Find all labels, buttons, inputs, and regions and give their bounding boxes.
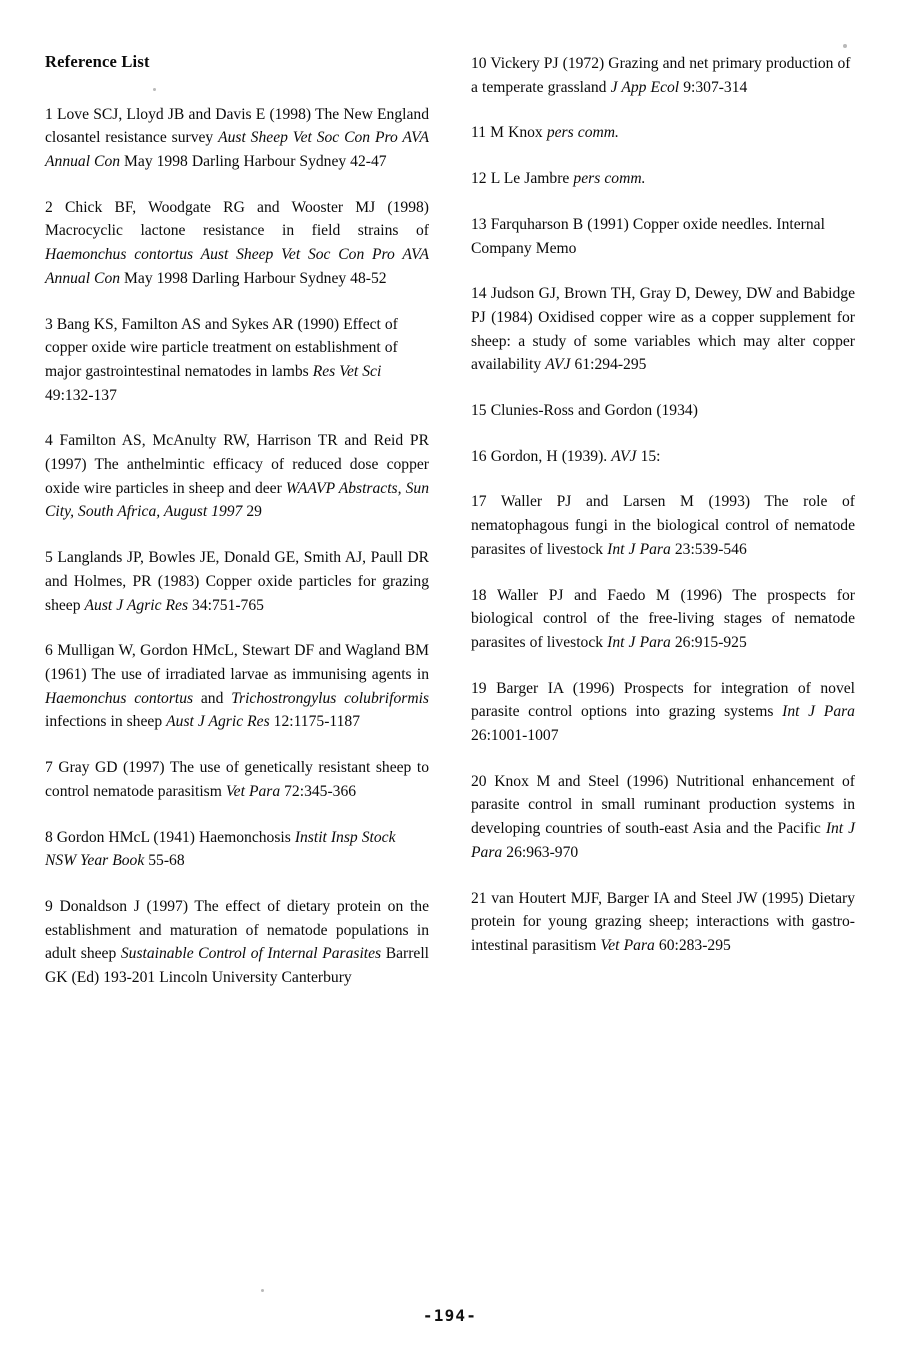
- reference-italic-text: Haemonchus contortus: [45, 689, 194, 707]
- reference-text: 13 Farquharson B (1991) Copper oxide needles. Internal Company Memo: [471, 215, 825, 257]
- reference-text: 8 Gordon HMcL (1941) Haemonchosis: [45, 828, 295, 846]
- reference-entry: [471, 584, 855, 655]
- reference-text: Barrell GK (Ed) 193-201 Lincoln University Canterbury: [45, 945, 429, 987]
- reference-italic-text: Instit Insp Stock NSW Year Book: [45, 828, 396, 870]
- reference-text: 26:963-970: [502, 843, 579, 861]
- reference-entry: [471, 677, 855, 748]
- reference-italic-text: Int J Para: [607, 540, 671, 558]
- reference-text: 18 Waller PJ and Faedo M (1996) The prospects for biological control of the free-living stages of nematode parasites of livestock: [471, 586, 855, 651]
- reference-text: 14 Judson GJ, Brown TH, Gray D, Dewey, DW and Babidge PJ (1984) Oxidised copper wire as a copper supplement for sheep: a study of some variables which may alter copper availability: [471, 285, 855, 374]
- reference-text: 29: [242, 503, 262, 521]
- reference-italic-text: Aust Sheep Vet Soc Con Pro AVA Annual Con: [45, 129, 430, 171]
- reference-italic-text: pers comm.: [546, 124, 619, 142]
- reference-entry: [45, 639, 429, 734]
- reference-italic-text: J App Ecol: [610, 78, 680, 96]
- reference-text: infections in sheep: [45, 713, 167, 731]
- reference-text: 12 L Le Jambre: [471, 170, 574, 188]
- reference-entry: [471, 399, 855, 423]
- reference-text: 61:294-295: [570, 356, 647, 374]
- reference-text: 19 Barger IA (1996) Prospects for integration of novel parasite control options into grazing systems: [471, 679, 855, 721]
- reference-italic-text: AVJ: [611, 447, 637, 465]
- reference-text: 9 Donaldson J (1997) The effect of dietary protein on the establishment and maturation of nematode populations in adult sheep: [45, 897, 429, 963]
- reference-entry: [471, 52, 855, 99]
- reference-italic-text: AVJ: [545, 356, 571, 374]
- reference-text: 15 Clunies-Ross and Gordon (1934): [471, 402, 698, 420]
- reference-entry: [45, 196, 429, 291]
- reference-text: May 1998 Darling Harbour Sydney 48-52: [120, 269, 387, 287]
- reference-italic-text: Res Vet Sci: [312, 362, 382, 380]
- reference-entry: [45, 826, 429, 873]
- reference-text: 2 Chick BF, Woodgate RG and Wooster MJ (1998) Macrocyclic lactone resistance in field strains of: [45, 198, 429, 240]
- reference-text: 10 Vickery PJ (1972) Grazing and net primary production of a temperate grassland: [471, 55, 851, 96]
- reference-text: 6 Mulligan W, Gordon HMcL, Stewart DF and Wagland BM (1961) The use of irradiated larvae as immunising agents in: [45, 642, 429, 683]
- reference-entry: [45, 546, 429, 617]
- reference-entry: [471, 770, 855, 865]
- reference-italic-text: Aust J Agric Res: [84, 596, 189, 614]
- reference-text: 26:1001-1007: [471, 727, 559, 745]
- right-column: [471, 52, 855, 958]
- reference-text: 15:: [636, 447, 661, 465]
- reference-italic-text: Int J Para: [607, 633, 671, 651]
- reference-entry: [45, 756, 429, 803]
- reference-italic-text: WAAVP Abstracts, Sun City, South Africa, August 1997: [45, 479, 429, 521]
- reference-text: 20 Knox M and Steel (1996) Nutritional enhancement of parasite control in small ruminant production systems in developing countries of south-east Asia and the Pacific: [471, 772, 855, 838]
- reference-italic-text: Trichostrongylus colubriformis: [231, 689, 429, 707]
- reference-entry: [471, 121, 855, 145]
- reference-text: 55-68: [144, 852, 185, 870]
- reference-text: May 1998 Darling Harbour Sydney 42-47: [120, 153, 387, 171]
- reference-text: 5 Langlands JP, Bowles JE, Donald GE, Smith AJ, Paull DR and Holmes, PR (1983) Copper oxide particles for grazing sheep: [45, 549, 429, 614]
- page-title: Reference List: [45, 52, 150, 71]
- reference-entry: [471, 282, 855, 377]
- left-reference-list: [45, 103, 429, 990]
- reference-text: 34:751-765: [188, 596, 264, 614]
- scan-speck: [261, 1289, 264, 1292]
- reference-italic-text: pers comm.: [573, 170, 646, 188]
- reference-entry: [45, 313, 429, 408]
- reference-italic-text: Int J Para: [471, 820, 855, 861]
- reference-text: 26:915-925: [670, 633, 747, 651]
- page-number: -194-: [422, 1306, 478, 1325]
- reference-entry: [471, 167, 855, 191]
- reference-text: 21 van Houtert MJF, Barger IA and Steel JW (1995) Dietary protein for young grazing sheep; interactions with gastro-intestinal parasitism: [471, 889, 855, 954]
- reference-entry: [471, 213, 855, 260]
- reference-text: 7 Gray GD (1997) The use of genetically resistant sheep to control nematode parasitism: [45, 759, 429, 800]
- reference-entry: [471, 887, 855, 958]
- reference-italic-text: Int J Para: [782, 703, 855, 721]
- reference-entry: [471, 445, 855, 469]
- reference-entry: [471, 490, 855, 561]
- reference-italic-text: Aust J Agric Res: [166, 713, 270, 731]
- reference-text: 60:283-295: [654, 936, 731, 954]
- reference-text: 1 Love SCJ, Lloyd JB and Davis E (1998) The New England closantel resistance survey: [45, 105, 429, 147]
- reference-text: 11 M Knox: [471, 124, 547, 142]
- reference-entry: [45, 429, 429, 524]
- reference-text: 23:539-546: [670, 540, 747, 558]
- reference-italic-text: Vet Para: [600, 936, 655, 954]
- reference-entry: [45, 895, 429, 990]
- reference-text: 17 Waller PJ and Larsen M (1993) The role of nematophagous fungi in the biological control of nematode parasites of livestock: [471, 493, 855, 558]
- reference-columns: [45, 52, 855, 990]
- reference-text: 4 Familton AS, McAnulty RW, Harrison TR and Reid PR (1997) The anthelmintic efficacy of reduced dose copper oxide wire particles in sheep and deer: [45, 432, 429, 497]
- reference-italic-text: Sustainable Control of Internal Parasites: [120, 945, 382, 963]
- reference-text: 72:345-366: [280, 782, 357, 800]
- left-column: [45, 52, 429, 990]
- scan-speck: [843, 44, 847, 48]
- reference-entry: [45, 103, 429, 174]
- reference-italic-text: Haemonchus contortus Aust Sheep Vet Soc Con Pro AVA Annual Con: [45, 246, 429, 287]
- reference-text: 16 Gordon, H (1939).: [471, 447, 612, 465]
- reference-text: 49:132-137: [45, 386, 117, 404]
- reference-text: 12:1175-1187: [269, 713, 360, 731]
- right-reference-list: [471, 52, 855, 958]
- reference-text: 3 Bang KS, Familton AS and Sykes AR (1990) Effect of copper oxide wire particle treatment on establishment of major gastrointestinal nematodes in lambs: [45, 315, 398, 380]
- reference-text: and: [193, 689, 232, 707]
- reference-text: 9:307-314: [679, 78, 748, 96]
- reference-italic-text: Vet Para: [225, 782, 281, 800]
